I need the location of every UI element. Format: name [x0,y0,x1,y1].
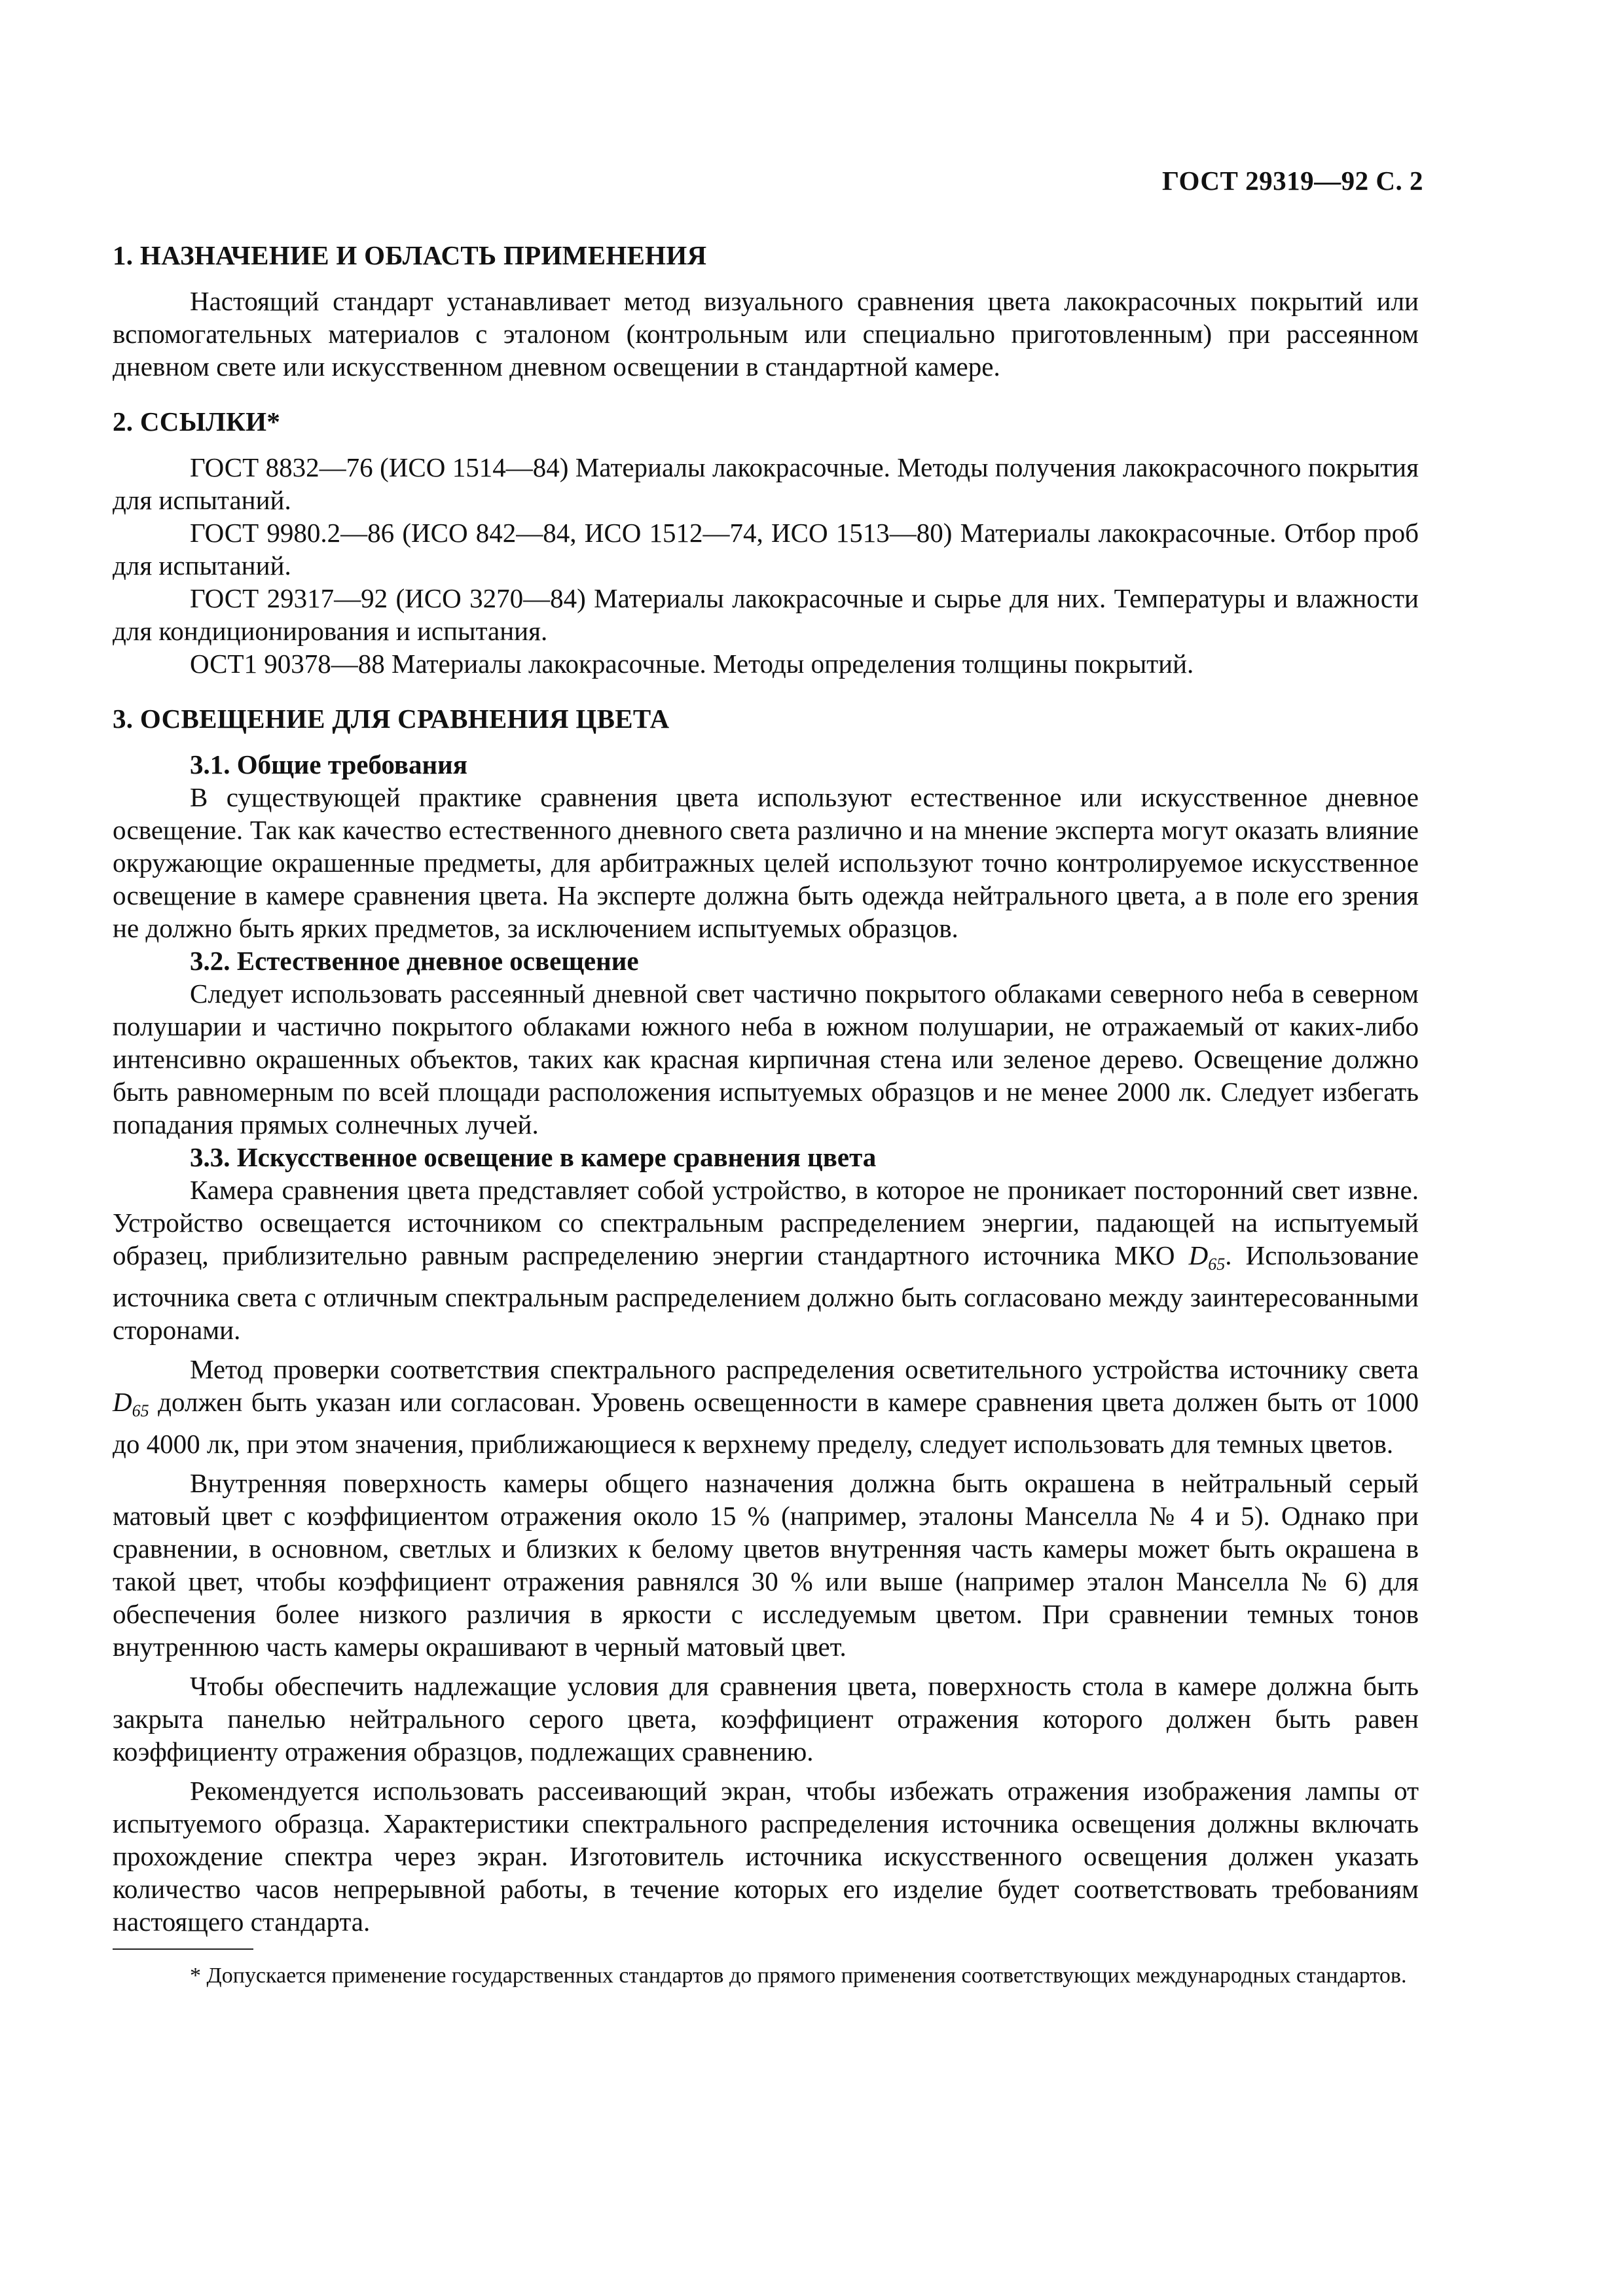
d-letter: D [1188,1240,1209,1270]
reference-item: ГОСТ 9980.2—86 (ИСО 842—84, ИСО 1512—74, ИСО 1513—80) Материалы лакокрасочные. Отбор проб для испытаний. [113,518,1419,581]
footnote: * Допускается применение государственных стандартов до прямого применения соответствующих международных стандартов. [190,1964,1407,1988]
section-2-title: 2. ССЫЛКИ* [113,406,281,437]
paragraph-text: Метод проверки соответствия спектрального распределения осветительного устройства источнику света [190,1354,1419,1384]
subsection-3-2-title: 3.2. Естественное дневное освещение [190,946,639,976]
paragraph-text: . Использование источника света с отличным спектральным распределением должно быть согласовано между заинтересованными сторонами. [113,1240,1419,1345]
page-header: ГОСТ 29319—92 С. 2 [1161,166,1423,196]
subsection-3-3-paragraph-1 [113,1174,1419,1346]
subsection-3-3-paragraph-3: Внутренняя поверхность камеры общего назначения должна быть окрашена в нейтральный серый матовый цвет с коэффициентом отражения около 15 % (например, эталоны Манселла № 4 и 5). Однако при сравнении, в основном, светлых и близких к белому цветов внутренняя часть камеры может быть окрашена в такой цвет, чтобы коэффициент отражения равнялся 30 % или выше (например эталон Манселла № 6) для обеспечения более низкого различия в яркости с исследуемым цветом. При сравнении темных тонов внутреннюю часть камеры окрашивают в черный матовый цвет. [113,1468,1419,1662]
footnote-divider [113,1948,253,1950]
subsection-3-2-paragraph: Следует использовать рассеянный дневной свет частично покрытого облаками северного неба в северном полушарии и частично покрытого облаками южного неба в южном полушарии, не отражаемый от каких-либо интенсивно окрашенных объектов, таких как красная кирпичная стена или зеленое дерево. Освещение должно быть равномерным по всей площади расположения испытуемых образцов и не менее 2000 лк. Следует избегать попадания прямых солнечных лучей. [113,978,1419,1139]
paragraph-text: Камера сравнения цвета представляет собой устройство, в которое не проникает посторонний свет извне. Устройство освещается источником со спектральным распределением энергии, падающей на испытуемый образец, приблизительно равным распределению энергии стандартного источника МКО [113,1175,1419,1270]
section-1-paragraph: Настоящий стандарт устанавливает метод визуального сравнения цвета лакокрасочных покрытий или вспомогательных материалов с эталоном (контрольным или специально приготовленным) при рассеянном дневном свете или искусственном дневном освещении в стандартной камере. [113,286,1419,382]
section-1-title: 1. НАЗНАЧЕНИЕ И ОБЛАСТЬ ПРИМЕНЕНИЯ [113,240,707,270]
section-3-title: 3. ОСВЕЩЕНИЕ ДЛЯ СРАВНЕНИЯ ЦВЕТА [113,704,670,734]
d-letter: D [113,1387,132,1417]
subsection-3-3-paragraph-2 [113,1353,1419,1460]
subsection-3-3-title: 3.3. Искусственное освещение в камере сравнения цвета [190,1142,877,1172]
subsection-3-1-paragraph: В существующей практике сравнения цвета используют естественное или искусственное дневное освещение. Так как качество естественного дневного света различно и на мнение эксперта могут оказать влияние окружающие окрашенные предметы, для арбитражных целей используют точно контролируемое искусственное освещение в камере сравнения цвета. На эксперте должна быть одежда нейтрального цвета, а в поле его зрения не должно быть ярких предметов, за исключением испытуемых образцов. [113,782,1419,943]
reference-item: ГОСТ 8832—76 (ИСО 1514—84) Материалы лакокрасочные. Методы получения лакокрасочного покрытия для испытаний. [113,452,1419,515]
paragraph-text: должен быть указан или согласован. Уровень освещенности в камере сравнения цвета должен быть от 1000 до 4000 лк, при этом значения, приближающиеся к верхнему пределу, следует использовать для темных цветов. [113,1387,1419,1459]
d-subscript: 65 [1208,1255,1226,1274]
document-body [113,226,1419,1990]
reference-item: ГОСТ 29317—92 (ИСО 3270—84) Материалы лакокрасочные и сырье для них. Температуры и влажности для кондиционирования и испытания. [113,583,1419,646]
subsection-3-3-paragraph-5: Рекомендуется использовать рассеивающий экран, чтобы избежать отражения изображения лампы от испытуемого образца. Характеристики спектрального распределения источника освещения должны включать прохождение спектра через экран. Изготовитель источника искусственного освещения должен указать количество часов непрерывной работы, в течение которых его изделие будет соответствовать требованиям настоящего стандарта. [113,1776,1419,1937]
subsection-3-1-title: 3.1. Общие требования [190,749,467,780]
reference-item: ОСТ1 90378—88 Материалы лакокрасочные. Методы определения толщины покрытий. [190,649,1194,679]
d-subscript: 65 [132,1401,149,1420]
subsection-3-3-paragraph-4: Чтобы обеспечить надлежащие условия для сравнения цвета, поверхность стола в камере должна быть закрыта панелью нейтрального серого цвета, коэффициент отражения которого должен быть равен коэффициенту отражения образцов, подлежащих сравнению. [113,1671,1419,1767]
